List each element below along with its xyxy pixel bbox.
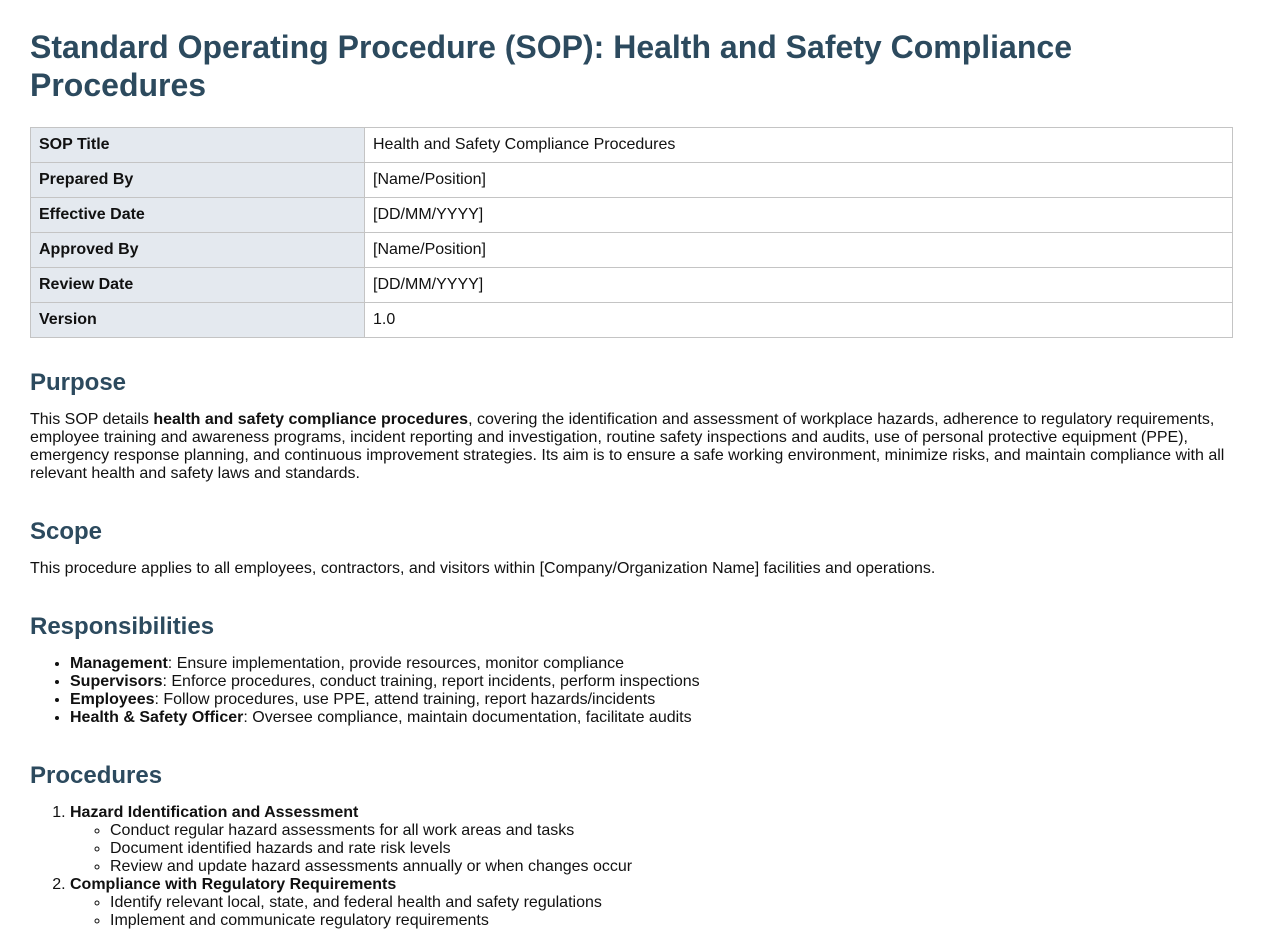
list-item: ◦ Review and update hazard assessments annually or when changes occur bbox=[110, 858, 1233, 876]
table-row bbox=[31, 128, 1233, 163]
meta-key-approved-by: Approved By bbox=[31, 233, 365, 268]
role-description: : Ensure implementation, provide resources, monitor compliance bbox=[167, 655, 625, 672]
meta-value-review-date: [DD/MM/YYYY] bbox=[365, 268, 1233, 303]
table-row bbox=[31, 268, 1233, 303]
procedure-substeps bbox=[70, 894, 1233, 930]
procedure-step-title: Hazard Identification and Assessment bbox=[70, 804, 359, 821]
meta-value-sop-title: Health and Safety Compliance Procedures bbox=[365, 128, 1233, 163]
role-description: : Enforce procedures, conduct training, report incidents, perform inspections bbox=[162, 673, 700, 690]
purpose-emphasis: health and safety compliance procedures bbox=[153, 411, 469, 428]
table-row bbox=[31, 163, 1233, 198]
table-row bbox=[31, 233, 1233, 268]
table-row bbox=[31, 303, 1233, 338]
sop-metadata-table bbox=[30, 127, 1233, 338]
scope-paragraph: This procedure applies to all employees, contractors, and visitors within [Company/Organization Name] facilities and operations. bbox=[30, 560, 936, 577]
meta-key-sop-title: SOP Title bbox=[31, 128, 365, 163]
meta-key-prepared-by: Prepared By bbox=[31, 163, 365, 198]
responsibilities-heading: Responsibilities bbox=[30, 613, 215, 640]
list-item bbox=[70, 673, 1233, 691]
role-label: Supervisors bbox=[70, 673, 163, 690]
role-label: Management bbox=[70, 655, 168, 672]
procedure-step bbox=[70, 804, 1233, 876]
role-label: Health & Safety Officer bbox=[70, 709, 244, 726]
scope-heading: Scope bbox=[30, 518, 103, 545]
purpose-intro: This SOP details bbox=[30, 411, 154, 428]
role-description: : Oversee compliance, maintain documentation, facilitate audits bbox=[243, 709, 692, 726]
list-item: ◦ Document identified hazards and rate risk levels bbox=[110, 840, 1233, 858]
procedure-substeps bbox=[70, 822, 1233, 876]
procedure-step bbox=[70, 876, 1233, 930]
procedures-list bbox=[30, 804, 1233, 930]
meta-value-version: 1.0 bbox=[365, 303, 1233, 338]
meta-value-prepared-by: [Name/Position] bbox=[365, 163, 1233, 198]
list-item: ◦ Implement and communicate regulatory requirements bbox=[110, 912, 1233, 930]
role-description: : Follow procedures, use PPE, attend training, report hazards/incidents bbox=[154, 691, 656, 708]
list-item bbox=[70, 691, 1233, 709]
list-item: ◦ Identify relevant local, state, and federal health and safety regulations bbox=[110, 894, 1233, 912]
meta-value-approved-by: [Name/Position] bbox=[365, 233, 1233, 268]
procedures-heading: Procedures bbox=[30, 762, 163, 789]
list-item: ◦ Conduct regular hazard assessments for all work areas and tasks bbox=[110, 822, 1233, 840]
meta-value-effective-date: [DD/MM/YYYY] bbox=[365, 198, 1233, 233]
meta-key-version: Version bbox=[31, 303, 365, 338]
document-title: Standard Operating Procedure (SOP): Health and Safety Compliance Procedures bbox=[30, 29, 1072, 103]
procedure-step-title: Compliance with Regulatory Requirements bbox=[70, 876, 397, 893]
meta-key-review-date: Review Date bbox=[31, 268, 365, 303]
meta-key-effective-date: Effective Date bbox=[31, 198, 365, 233]
list-item bbox=[70, 655, 1233, 673]
role-label: Employees bbox=[70, 691, 155, 708]
responsibilities-list bbox=[30, 655, 1233, 727]
table-row bbox=[31, 198, 1233, 233]
purpose-rest: , covering the identification and assessment of workplace hazards, adherence to regulatory requirements, employee training and awareness programs, incident reporting and investigation, routine safety inspections and audits, use of personal protective equipment (PPE), emergency response planning, and continuous improvement strategies. Its aim is to ensure a safe working environment, minimize risks, and maintain compliance with all relevant health and safety laws and standards. bbox=[30, 411, 1225, 482]
purpose-paragraph bbox=[30, 411, 1233, 483]
list-item bbox=[70, 709, 1233, 727]
purpose-heading: Purpose bbox=[30, 369, 127, 396]
